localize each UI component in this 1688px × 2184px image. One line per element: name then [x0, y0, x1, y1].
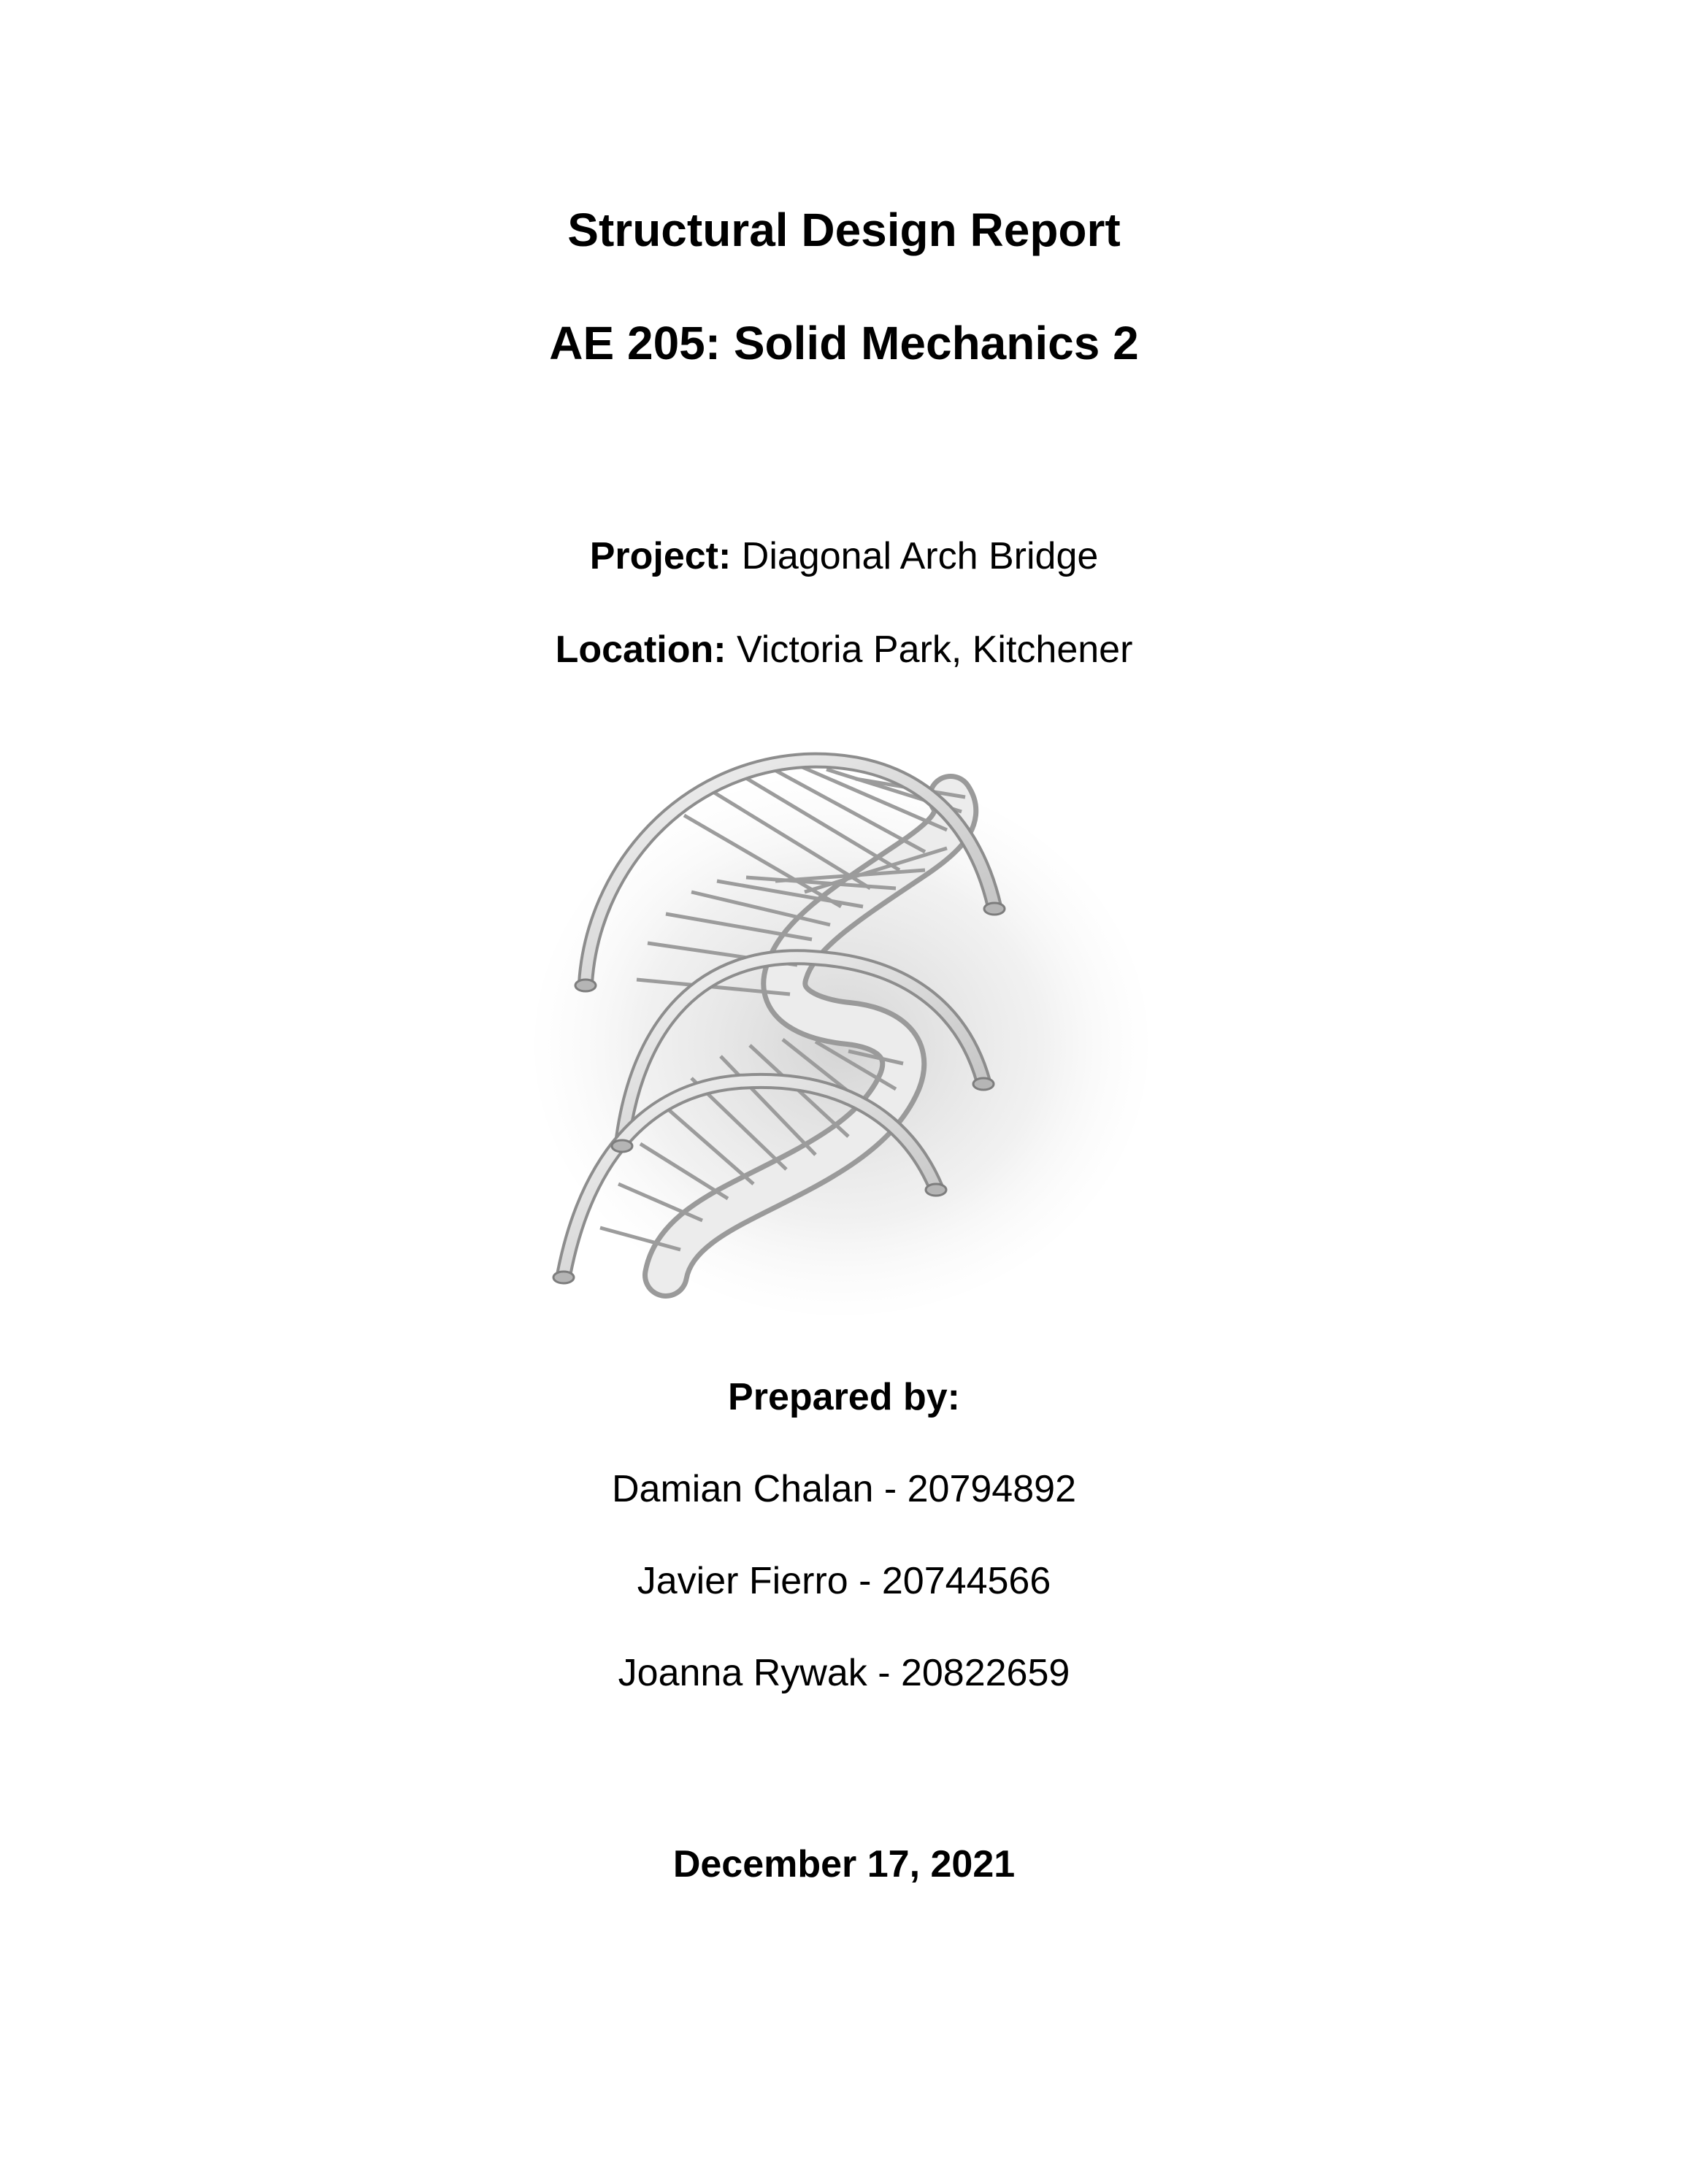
- report-title: Structural Design Report: [567, 204, 1121, 256]
- project-line: [0, 533, 1688, 580]
- bridge-rendering-icon: [498, 739, 1173, 1323]
- project-label: Project:: [589, 535, 732, 577]
- author-line: Joanna Rywak - 20822659: [618, 1652, 1070, 1694]
- prepared-by-heading: Prepared by:: [728, 1376, 960, 1418]
- author-line: Javier Fierro - 20744566: [637, 1560, 1051, 1602]
- author-line: Damian Chalan - 20794892: [612, 1468, 1076, 1510]
- bridge-rendering-image: [498, 739, 1173, 1323]
- location-label: Location:: [555, 628, 726, 671]
- location-value: Victoria Park, Kitchener: [737, 628, 1133, 671]
- course-title: AE 205: Solid Mechanics 2: [549, 317, 1139, 369]
- report-date: December 17, 2021: [672, 1843, 1016, 1885]
- location-line: [0, 626, 1688, 673]
- project-value: Diagonal Arch Bridge: [741, 535, 1099, 577]
